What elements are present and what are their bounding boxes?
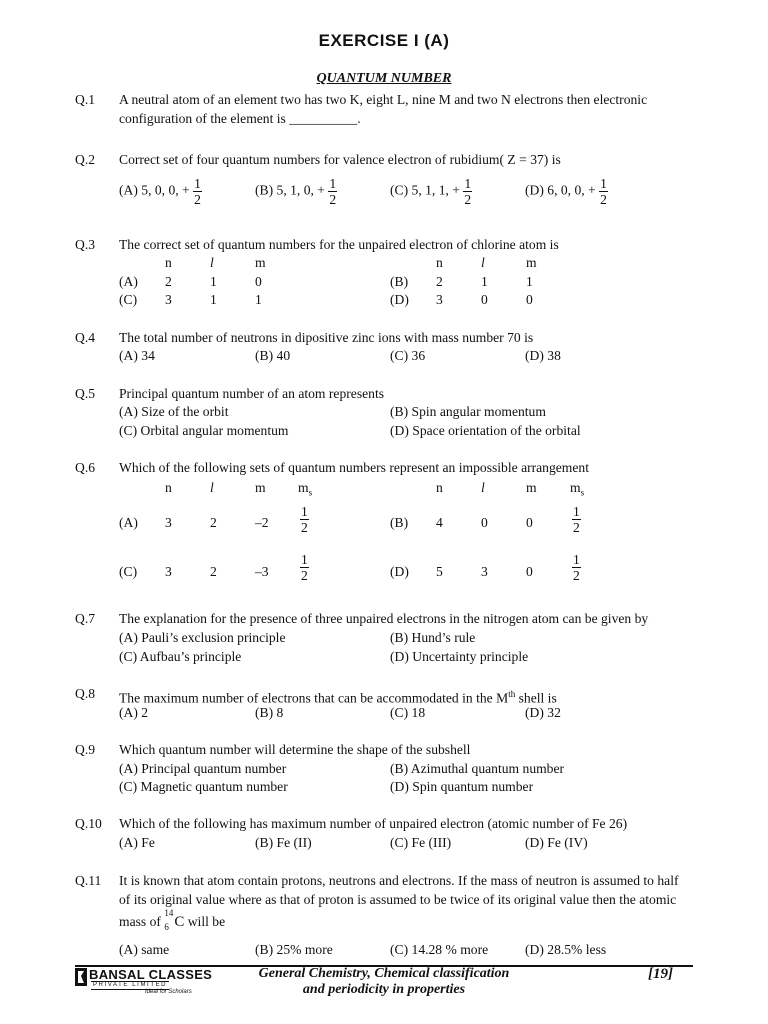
q6-d-n: 5	[436, 564, 443, 579]
q6-header-n-right: n	[436, 480, 443, 495]
q6-header-m-right: m	[526, 480, 537, 495]
q10-option-c: (C) Fe (III)	[390, 835, 452, 850]
q6-header-l-right: l	[481, 480, 485, 495]
q8-option-a: (A) 2	[119, 705, 149, 720]
q2-text: Correct set of four quantum numbers for valence electron of rubidium( Z = 37) is	[119, 152, 561, 167]
footer-line2: and periodicity in properties	[302, 982, 466, 997]
q3-header-l-left: l	[210, 255, 214, 270]
q7-option-c: (C) Aufbau’s principle	[119, 649, 242, 664]
q4-option-b: (B) 40	[255, 348, 291, 363]
q8-number: Q.8	[75, 686, 96, 701]
section-subtitle: QUANTUM NUMBER	[316, 71, 452, 86]
q11-option-a: (A) same	[119, 942, 170, 957]
q3-b-m: 1	[526, 274, 533, 289]
q8-option-d: (D) 32	[525, 705, 561, 720]
q9-text: Which quantum number will determine the shape of the subshell	[119, 742, 471, 757]
q6-b-ms: $\frac{1}{2}$	[573, 504, 580, 535]
q4-number: Q.4	[75, 330, 96, 345]
q5-text: Principal quantum number of an atom represents	[119, 386, 385, 401]
q6-b-label: (B)	[390, 515, 409, 530]
q6-c-ms: $\frac{1}{2}$	[301, 552, 308, 583]
q3-header-n-left: n	[165, 255, 172, 270]
q6-text: Which of the following sets of quantum numbers represent an impossible arrangement	[119, 460, 589, 475]
q5-option-a: (A) Size of the orbit	[119, 404, 229, 419]
q5-option-c: (C) Orbital angular momentum	[119, 423, 289, 438]
q11-element-symbol: C	[174, 914, 185, 930]
q2-option-b: (B) 5, 1, 0, + $\frac{1}{2}$	[255, 176, 337, 207]
q10-text: Which of the following has maximum number of unpaired electron (atomic number of Fe 26)	[119, 816, 628, 831]
q3-header-n-right: n	[436, 255, 443, 270]
q6-header-ms-left: $m_s$	[298, 480, 313, 498]
q11-number: Q.11	[75, 873, 102, 888]
q6-c-m: –3	[255, 564, 269, 579]
q8-option-b: (B) 8	[255, 705, 284, 720]
exercise-title: EXERCISE I (A)	[318, 31, 450, 50]
q3-b-label: (B)	[390, 274, 409, 289]
q3-a-n: 2	[165, 274, 172, 289]
q7-text: The explanation for the presence of three unpaired electrons in the nitrogen atom can be given by	[119, 611, 649, 626]
q8-option-c: (C) 18	[390, 705, 426, 720]
q3-d-n: 3	[436, 292, 443, 307]
q6-c-label: (C)	[119, 564, 138, 579]
logo-name: BANSAL CLASSES	[89, 967, 213, 982]
q11-line1: It is known that atom contain protons, neutrons and electrons. If the mass of neutron is assumed to half	[119, 873, 679, 888]
q4-text: The total number of neutrons in dipositive zinc ions with mass number 70 is	[119, 330, 534, 345]
q1-line1: A neutral atom of an element two has two K, eight L, nine M and two N electrons then electronic	[119, 92, 648, 107]
q6-c-l: 2	[210, 564, 217, 579]
q6-number: Q.6	[75, 460, 96, 475]
q10-number: Q.10	[75, 816, 102, 831]
q2-option-a: (A) 5, 0, 0, + $\frac{1}{2}$	[119, 176, 201, 207]
q5-option-b: (B) Spin angular momentum	[390, 404, 546, 419]
q11-option-c: (C) 14.28 % more	[390, 942, 489, 957]
q3-c-n: 3	[165, 292, 172, 307]
q6-a-label: (A)	[119, 515, 138, 530]
q3-header-l-right: l	[481, 255, 485, 270]
q7-option-a: (A) Pauli’s exclusion principle	[119, 630, 286, 645]
q6-a-l: 2	[210, 515, 217, 530]
q6-a-ms: $\frac{1}{2}$	[301, 504, 308, 535]
q11-mass-number: 14	[164, 908, 174, 918]
q9-option-d: (D) Spin quantum number	[390, 779, 534, 794]
q2-option-c: (C) 5, 1, 1, + $\frac{1}{2}$	[390, 176, 472, 207]
q6-b-l: 0	[481, 515, 488, 530]
q11-line3: mass of 14 6 C will be	[119, 914, 225, 930]
q3-a-m: 0	[255, 274, 262, 289]
q6-header-m-left: m	[255, 480, 266, 495]
q3-d-label: (D)	[390, 292, 409, 307]
logo-tagline: Ideal for Scholars	[145, 989, 192, 995]
q6-a-m: –2	[255, 515, 269, 530]
q11-atomic-number: 6	[164, 922, 169, 932]
q3-d-m: 0	[526, 292, 533, 307]
q6-b-n: 4	[436, 515, 443, 530]
q5-number: Q.5	[75, 386, 96, 401]
q3-text: The correct set of quantum numbers for the unpaired electron of chlorine atom is	[119, 237, 559, 252]
q4-option-d: (D) 38	[525, 348, 561, 363]
q3-number: Q.3	[75, 237, 96, 252]
q6-d-m: 0	[526, 564, 533, 579]
q3-d-l: 0	[481, 292, 488, 307]
q6-header-n-left: n	[165, 480, 172, 495]
q1-number: Q.1	[75, 92, 96, 107]
q6-d-ms: $\frac{1}{2}$	[573, 552, 580, 583]
q9-option-a: (A) Principal quantum number	[119, 761, 287, 776]
q3-header-m-left: m	[255, 255, 266, 270]
q7-option-b: (B) Hund’s rule	[390, 630, 476, 645]
q3-c-m: 1	[255, 292, 262, 307]
q3-c-l: 1	[210, 292, 217, 307]
q9-number: Q.9	[75, 742, 96, 757]
q3-b-n: 2	[436, 274, 443, 289]
page-number: [19]	[648, 966, 673, 982]
q3-c-label: (C)	[119, 292, 138, 307]
q7-number: Q.7	[75, 611, 96, 626]
q9-option-b: (B) Azimuthal quantum number	[390, 761, 565, 776]
q6-a-n: 3	[165, 515, 172, 530]
q1-line2: configuration of the element is __________.	[119, 111, 361, 126]
q6-d-l: 3	[481, 564, 488, 579]
q3-b-l: 1	[481, 274, 488, 289]
q11-option-d: (D) 28.5% less	[525, 942, 607, 957]
q7-option-d: (D) Uncertainty principle	[390, 649, 529, 664]
q3-header-m-right: m	[526, 255, 537, 270]
q2-option-d: (D) 6, 0, 0, + $\frac{1}{2}$	[525, 176, 607, 207]
q9-option-c: (C) Magnetic quantum number	[119, 779, 288, 794]
q6-c-n: 3	[165, 564, 172, 579]
q8-text: The maximum number of electrons that can be accommodated in the Mth shell is	[119, 689, 557, 706]
q4-option-a: (A) 34	[119, 348, 155, 363]
q6-header-l-left: l	[210, 480, 214, 495]
footer-line1: General Chemistry, Chemical classification	[258, 966, 510, 981]
logo-subtitle: PRIVATE LIMITED	[93, 982, 168, 988]
q3-a-l: 1	[210, 274, 217, 289]
q11-line2: of its original value where as that of proton is assumed to be twice of its original value then the atomic	[119, 892, 677, 907]
q3-a-label: (A)	[119, 274, 138, 289]
q6-header-ms-right: $m_s$	[570, 480, 585, 498]
q10-option-a: (A) Fe	[119, 835, 155, 850]
q11-option-b: (B) 25% more	[255, 942, 333, 957]
q10-option-b: (B) Fe (II)	[255, 835, 312, 850]
q10-option-d: (D) Fe (IV)	[525, 835, 588, 850]
q6-d-label: (D)	[390, 564, 409, 579]
q2-number: Q.2	[75, 152, 96, 167]
q4-option-c: (C) 36	[390, 348, 426, 363]
q6-b-m: 0	[526, 515, 533, 530]
q5-option-d: (D) Space orientation of the orbital	[390, 423, 581, 438]
